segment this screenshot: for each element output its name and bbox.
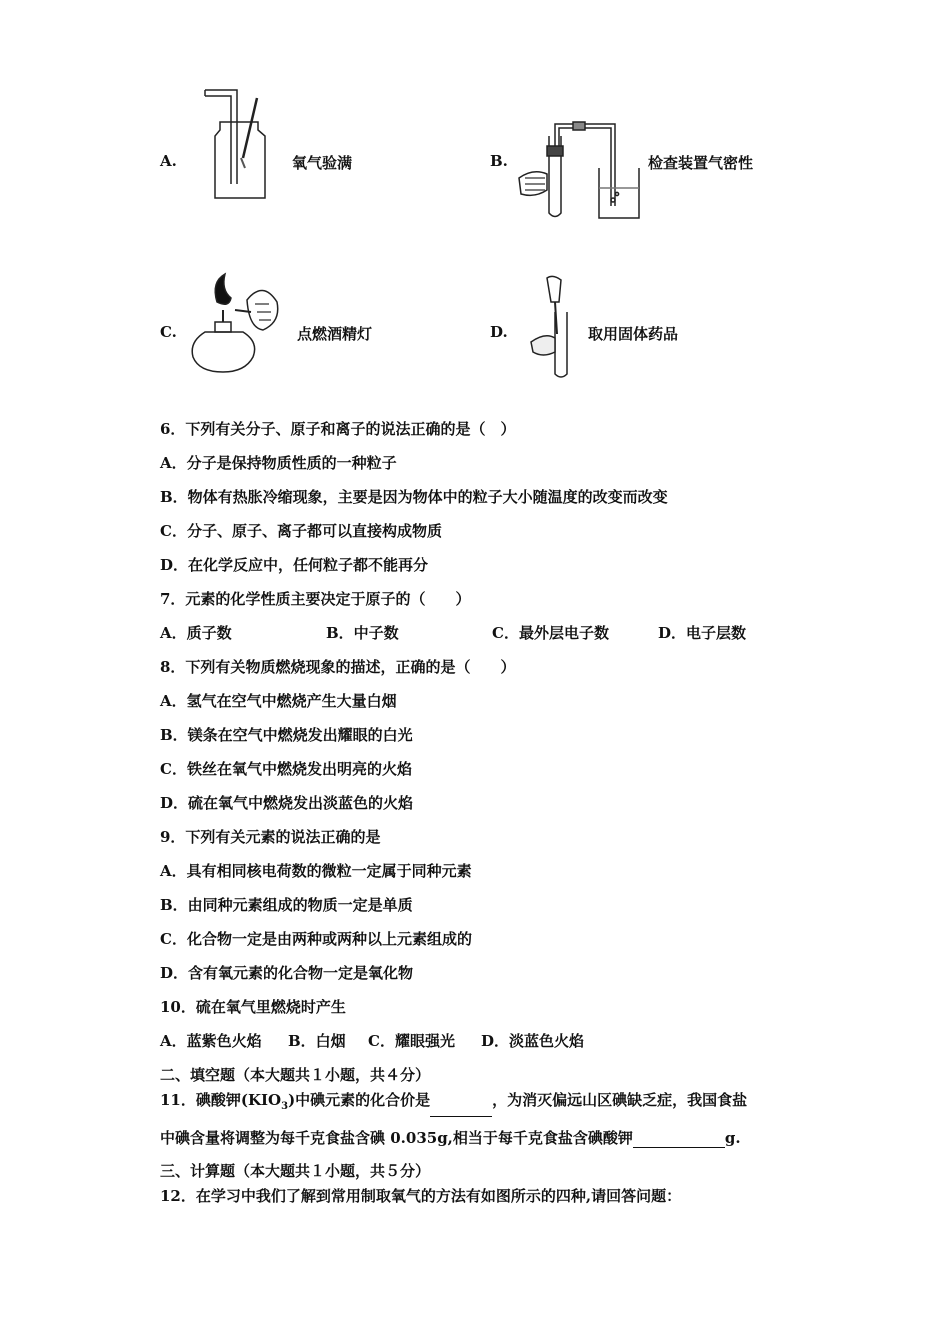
oxygen-check-figure	[195, 88, 275, 203]
option-d-caption: 取用固体药品	[588, 325, 679, 343]
q8-option-d: D．硫在氧气中燃烧发出淡蓝色的火焰	[160, 794, 414, 812]
q11-line2	[160, 1128, 741, 1148]
q11-line2a: 中碘含量将调整为每千克食盐含碘 0.035g,相当于每千克食盐含碘酸钾	[160, 1129, 633, 1147]
q9-option-b: B．由同种元素组成的物质一定是单质	[160, 896, 413, 914]
alcohol-lamp-figure	[185, 272, 285, 377]
option-b-caption: 检查装置气密性	[648, 154, 754, 172]
q9-stem: 9．下列有关元素的说法正确的是	[160, 828, 381, 846]
option-b-label: B.	[490, 152, 508, 170]
q7-option-a: A．质子数	[160, 624, 232, 642]
q10-stem: 10．硫在氧气里燃烧时产生	[160, 998, 346, 1016]
option-a-caption: 氧气验满	[292, 154, 353, 172]
q8-option-c: C．铁丝在氧气中燃烧发出明亮的火焰	[160, 760, 412, 778]
airtightness-check-figure	[515, 118, 645, 223]
q7-stem: 7．元素的化学性质主要决定于原子的（ ）	[160, 590, 471, 608]
q6-stem: 6．下列有关分子、原子和离子的说法正确的是（ ）	[160, 420, 516, 438]
section-calculation-heading: 三、计算题（本大题共１小题，共５分）	[160, 1162, 431, 1180]
option-a-label: A.	[160, 152, 177, 170]
q6-option-a: A．分子是保持物质性质的一种粒子	[160, 454, 397, 472]
q11-part2: )中碘元素的化合价是	[288, 1091, 431, 1109]
q9-option-c: C．化合物一定是由两种或两种以上元素组成的	[160, 930, 472, 948]
option-d-label: D.	[490, 323, 508, 341]
option-c-label: C.	[160, 323, 177, 341]
q8-option-a: A．氢气在空气中燃烧产生大量白烟	[160, 692, 397, 710]
q7-option-b: B．中子数	[326, 624, 399, 642]
q11-line1	[160, 1090, 747, 1117]
q6-option-b: B．物体有热胀冷缩现象，主要是因为物体中的粒子大小随温度的改变而改变	[160, 488, 668, 506]
q8-option-b: B．镁条在空气中燃烧发出耀眼的白光	[160, 726, 413, 744]
section-fill-in-heading: 二、填空题（本大题共１小题，共４分）	[160, 1066, 431, 1084]
q10-option-d: D．淡蓝色火焰	[481, 1032, 585, 1050]
q11-blank-1[interactable]	[430, 1100, 492, 1117]
q11-line2b: g.	[724, 1129, 741, 1147]
q9-option-a: A．具有相同核电荷数的微粒一定属于同种元素	[160, 862, 472, 880]
q10-option-c: C．耀眼强光	[368, 1032, 455, 1050]
q9-option-d: D．含有氧元素的化合物一定是氧化物	[160, 964, 414, 982]
q7-option-c: C．最外层电子数	[492, 624, 609, 642]
q10-option-a: A．蓝紫色火焰	[160, 1032, 262, 1050]
q11-part1: 11．碘酸钾(KIO	[160, 1091, 282, 1109]
q12-stem: 12．在学习中我们了解到常用制取氧气的方法有如图所示的四种,请回答问题：	[160, 1187, 682, 1205]
q10-option-b: B．白烟	[288, 1032, 346, 1050]
q8-stem: 8．下列有关物质燃烧现象的描述，正确的是（ ）	[160, 658, 516, 676]
solid-reagent-figure	[525, 272, 585, 380]
q6-option-d: D．在化学反应中，任何粒子都不能再分	[160, 556, 429, 574]
q11-blank-2[interactable]	[633, 1131, 725, 1148]
q7-option-d: D．电子层数	[658, 624, 747, 642]
q6-option-c: C．分子、原子、离子都可以直接构成物质	[160, 522, 442, 540]
option-c-caption: 点燃酒精灯	[297, 325, 373, 343]
q11-subscript: 3	[281, 1101, 289, 1112]
q11-part3: ，为消灭偏远山区碘缺乏症，我国食盐	[492, 1091, 748, 1109]
